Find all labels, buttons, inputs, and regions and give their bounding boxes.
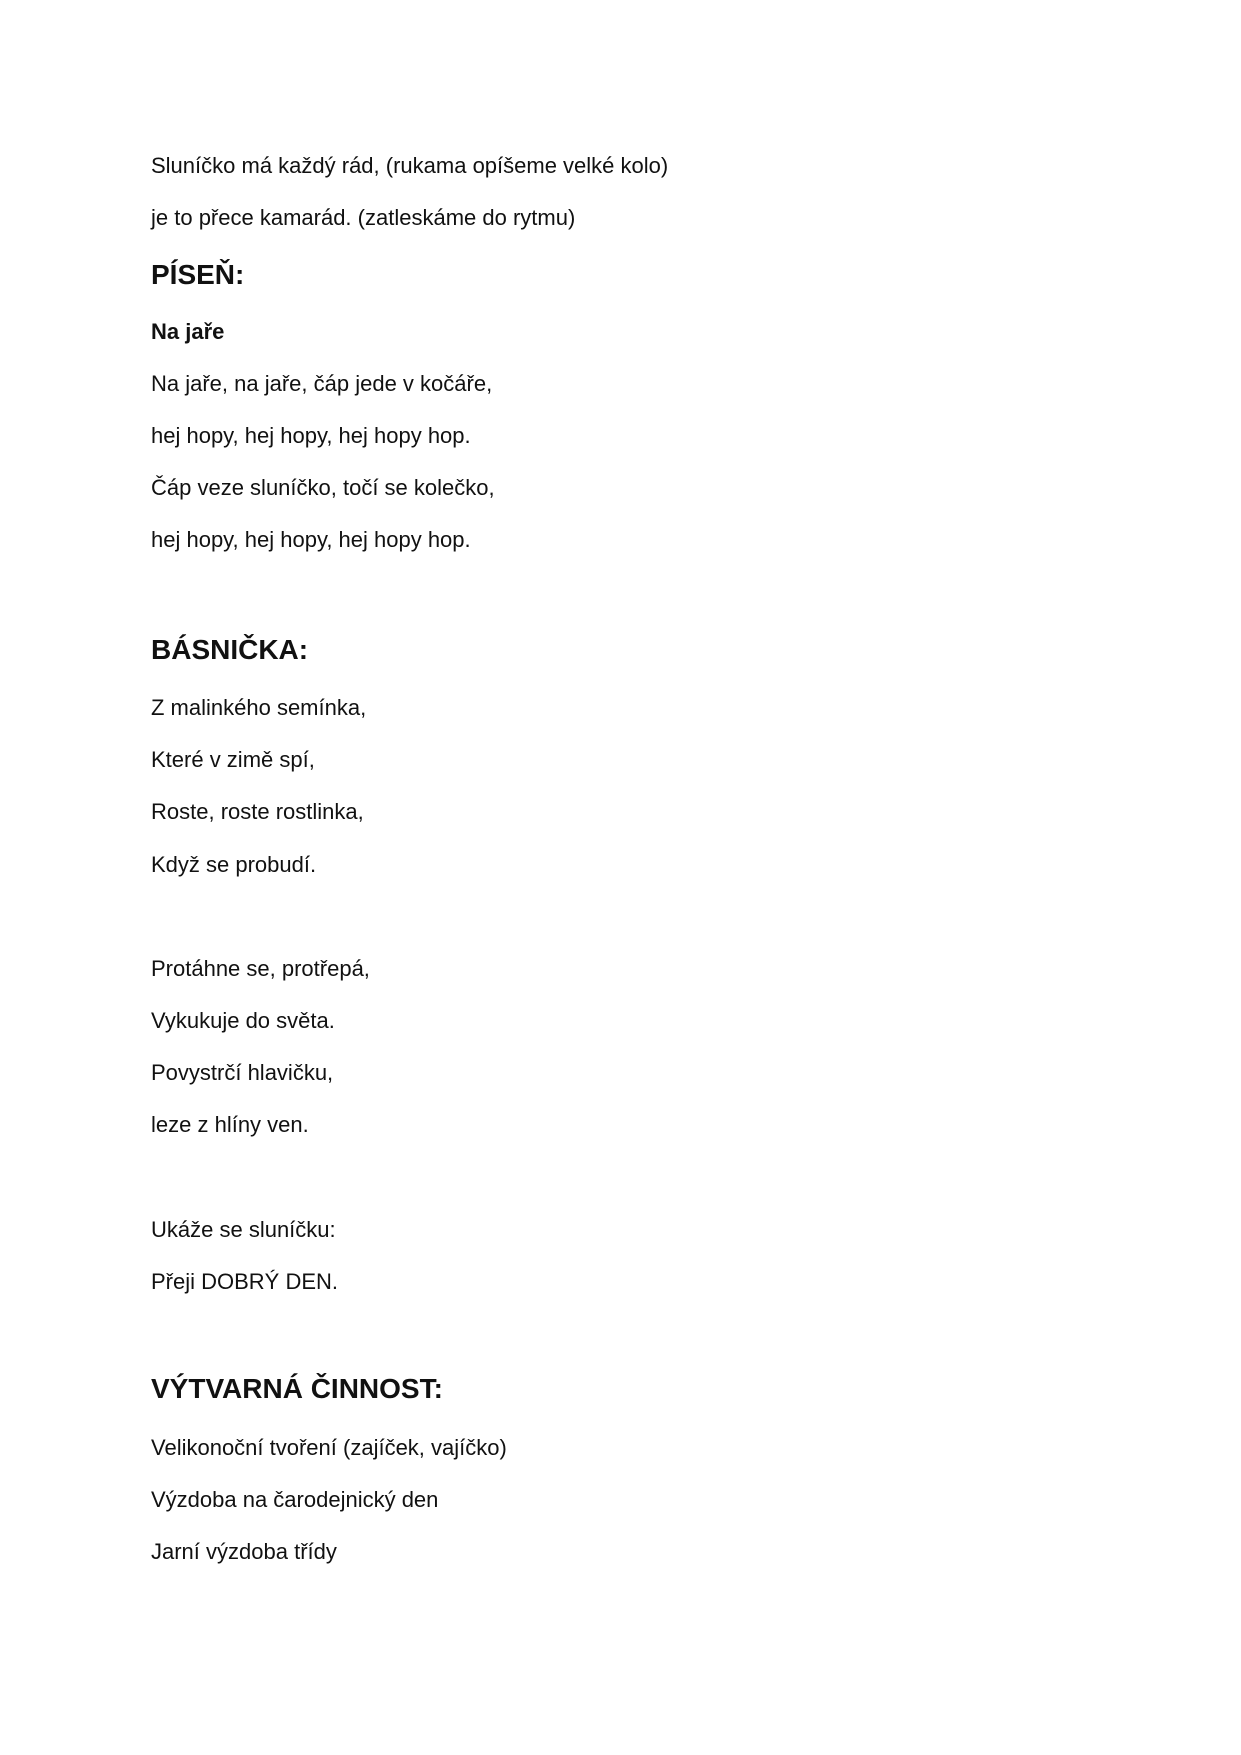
song-title: Na jaře [151, 319, 225, 344]
poem-heading: BÁSNIČKA: [151, 634, 309, 665]
poem-line: Přeji DOBRÝ DEN. [151, 1269, 339, 1294]
art-item: Velikonoční tvoření (zajíček, vajíčko) [151, 1435, 507, 1460]
poem-line: Které v zimě spí, [151, 747, 315, 772]
poem-line: Roste, roste rostlinka, [151, 799, 364, 824]
song-line: Na jaře, na jaře, čáp jede v kočáře, [151, 371, 493, 396]
art-heading: VÝTVARNÁ ČINNOST: [151, 1373, 443, 1404]
poem-line: Ukáže se sluníčku: [151, 1217, 336, 1242]
intro-line: Sluníčko má každý rád, (rukama opíšeme velké kolo) [151, 153, 669, 178]
poem-line: Když se probudí. [151, 852, 317, 877]
poem-line: Z malinkého semínka, [151, 695, 367, 720]
song-heading: PÍSEŇ: [151, 259, 245, 290]
intro-line: je to přece kamarád. (zatleskáme do rytmu) [151, 205, 576, 230]
song-line: hej hopy, hej hopy, hej hopy hop. [151, 527, 471, 552]
song-line: Čáp veze sluníčko, točí se kolečko, [151, 475, 495, 500]
poem-line: Vykukuje do světa. [151, 1008, 335, 1033]
art-item: Výzdoba na čarodejnický den [151, 1487, 439, 1512]
poem-line: Povystrčí hlavičku, [151, 1060, 334, 1085]
song-line: hej hopy, hej hopy, hej hopy hop. [151, 423, 471, 448]
poem-line: Protáhne se, protřepá, [151, 956, 370, 981]
poem-line: leze z hlíny ven. [151, 1112, 309, 1137]
art-item: Jarní výzdoba třídy [151, 1539, 337, 1564]
